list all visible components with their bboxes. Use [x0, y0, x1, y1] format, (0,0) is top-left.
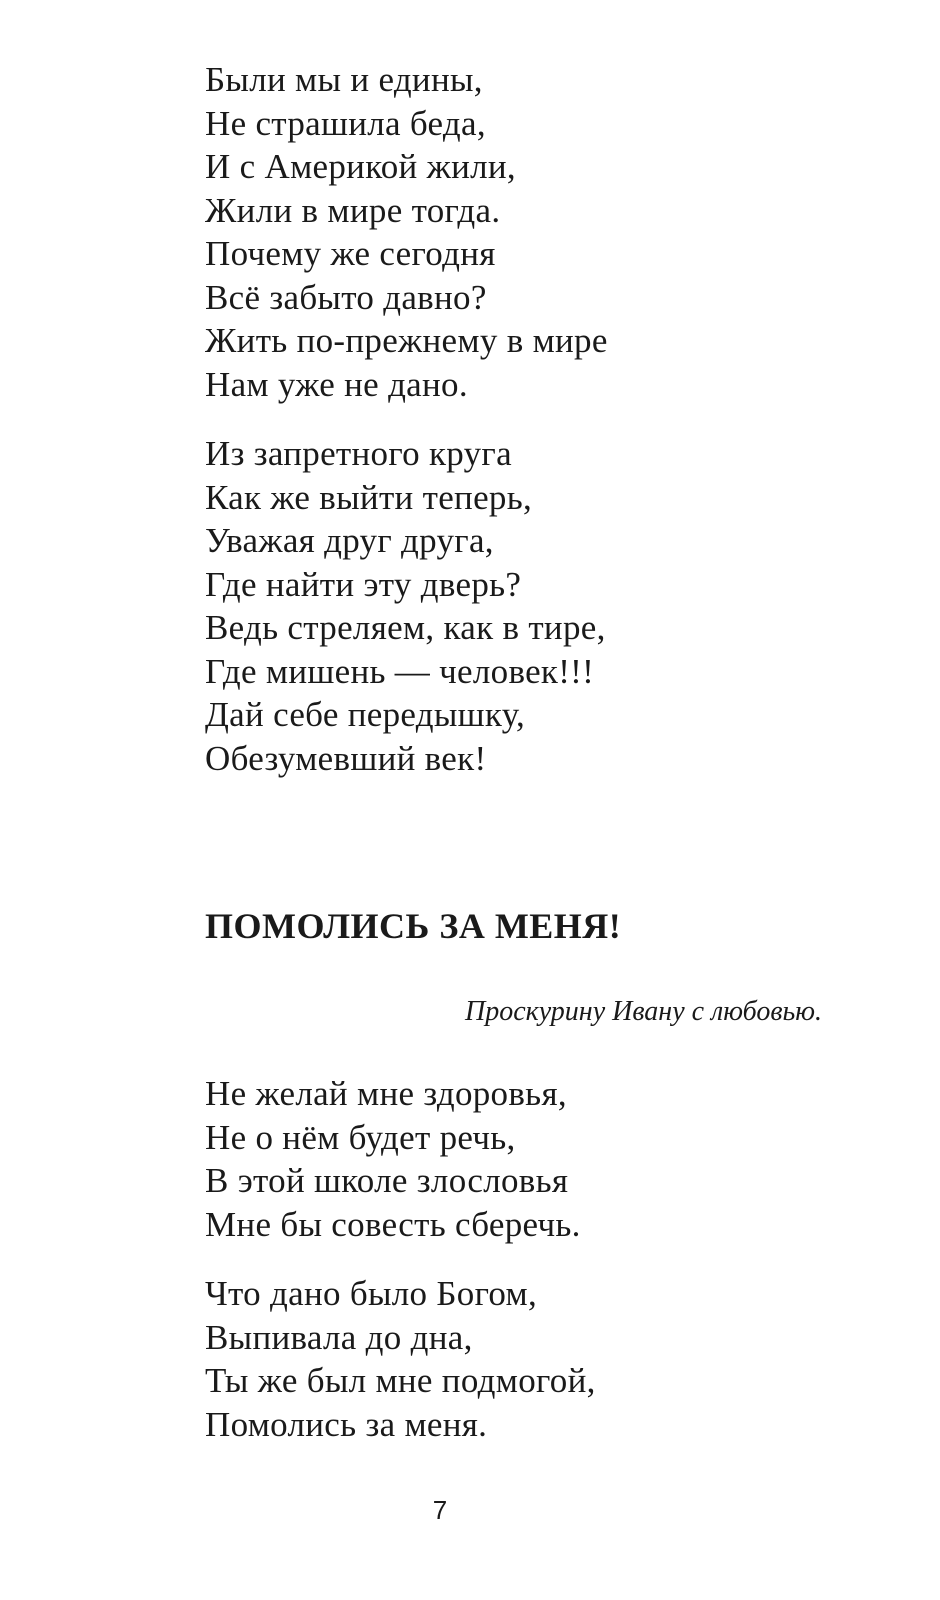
- verse-line: Выпивала до дна,: [205, 1317, 473, 1357]
- verse-line: Помолись за меня.: [205, 1404, 488, 1444]
- verse-line: Как же выйти теперь,: [205, 477, 533, 517]
- poem-dedication: Проскурину Ивану с любовью.: [465, 996, 822, 1027]
- verse-line: Всё забыто давно?: [205, 277, 487, 317]
- verse-line: Ведь стреляем, как в тире,: [205, 608, 606, 647]
- verse-line: Дай себе передышку,: [205, 695, 526, 734]
- verse-line: И с Америкой жили,: [205, 147, 516, 186]
- verse-line: Жили в мире тогда.: [205, 190, 501, 230]
- verse-line: Обезумевший век!: [205, 738, 487, 778]
- poem-title: ПОМОЛИСЬ ЗА МЕНЯ!: [205, 906, 622, 946]
- stanza: [205, 432, 606, 780]
- verse-line: Не страшила беда,: [205, 103, 486, 143]
- verse-line: Жить по-прежнему в мире: [205, 321, 608, 360]
- stanza: [205, 58, 608, 406]
- verse-line: В этой школе злословья: [205, 1161, 569, 1200]
- verse-line: Были мы и едины,: [205, 60, 483, 99]
- verse-line: Не желай мне здоровья,: [205, 1074, 567, 1113]
- verse-line: Где найти эту дверь?: [205, 564, 522, 604]
- verse-line: Что дано было Богом,: [205, 1274, 538, 1313]
- stanza: [205, 1072, 581, 1246]
- verse-line: Мне бы совесть сберечь.: [205, 1204, 581, 1244]
- page-number: 7: [432, 1495, 448, 1525]
- verse-line: Нам уже не дано.: [205, 364, 468, 404]
- verse-line: Не о нём будет речь,: [205, 1117, 516, 1157]
- verse-line: Где мишень — человек!!!: [205, 651, 595, 691]
- verse-line: Из запретного круга: [205, 434, 512, 473]
- verse-line: Ты же был мне подмогой,: [205, 1361, 596, 1400]
- stanza: [205, 1272, 596, 1446]
- verse-line: Почему же сегодня: [205, 234, 496, 273]
- verse-line: Уважая друг друга,: [205, 521, 494, 560]
